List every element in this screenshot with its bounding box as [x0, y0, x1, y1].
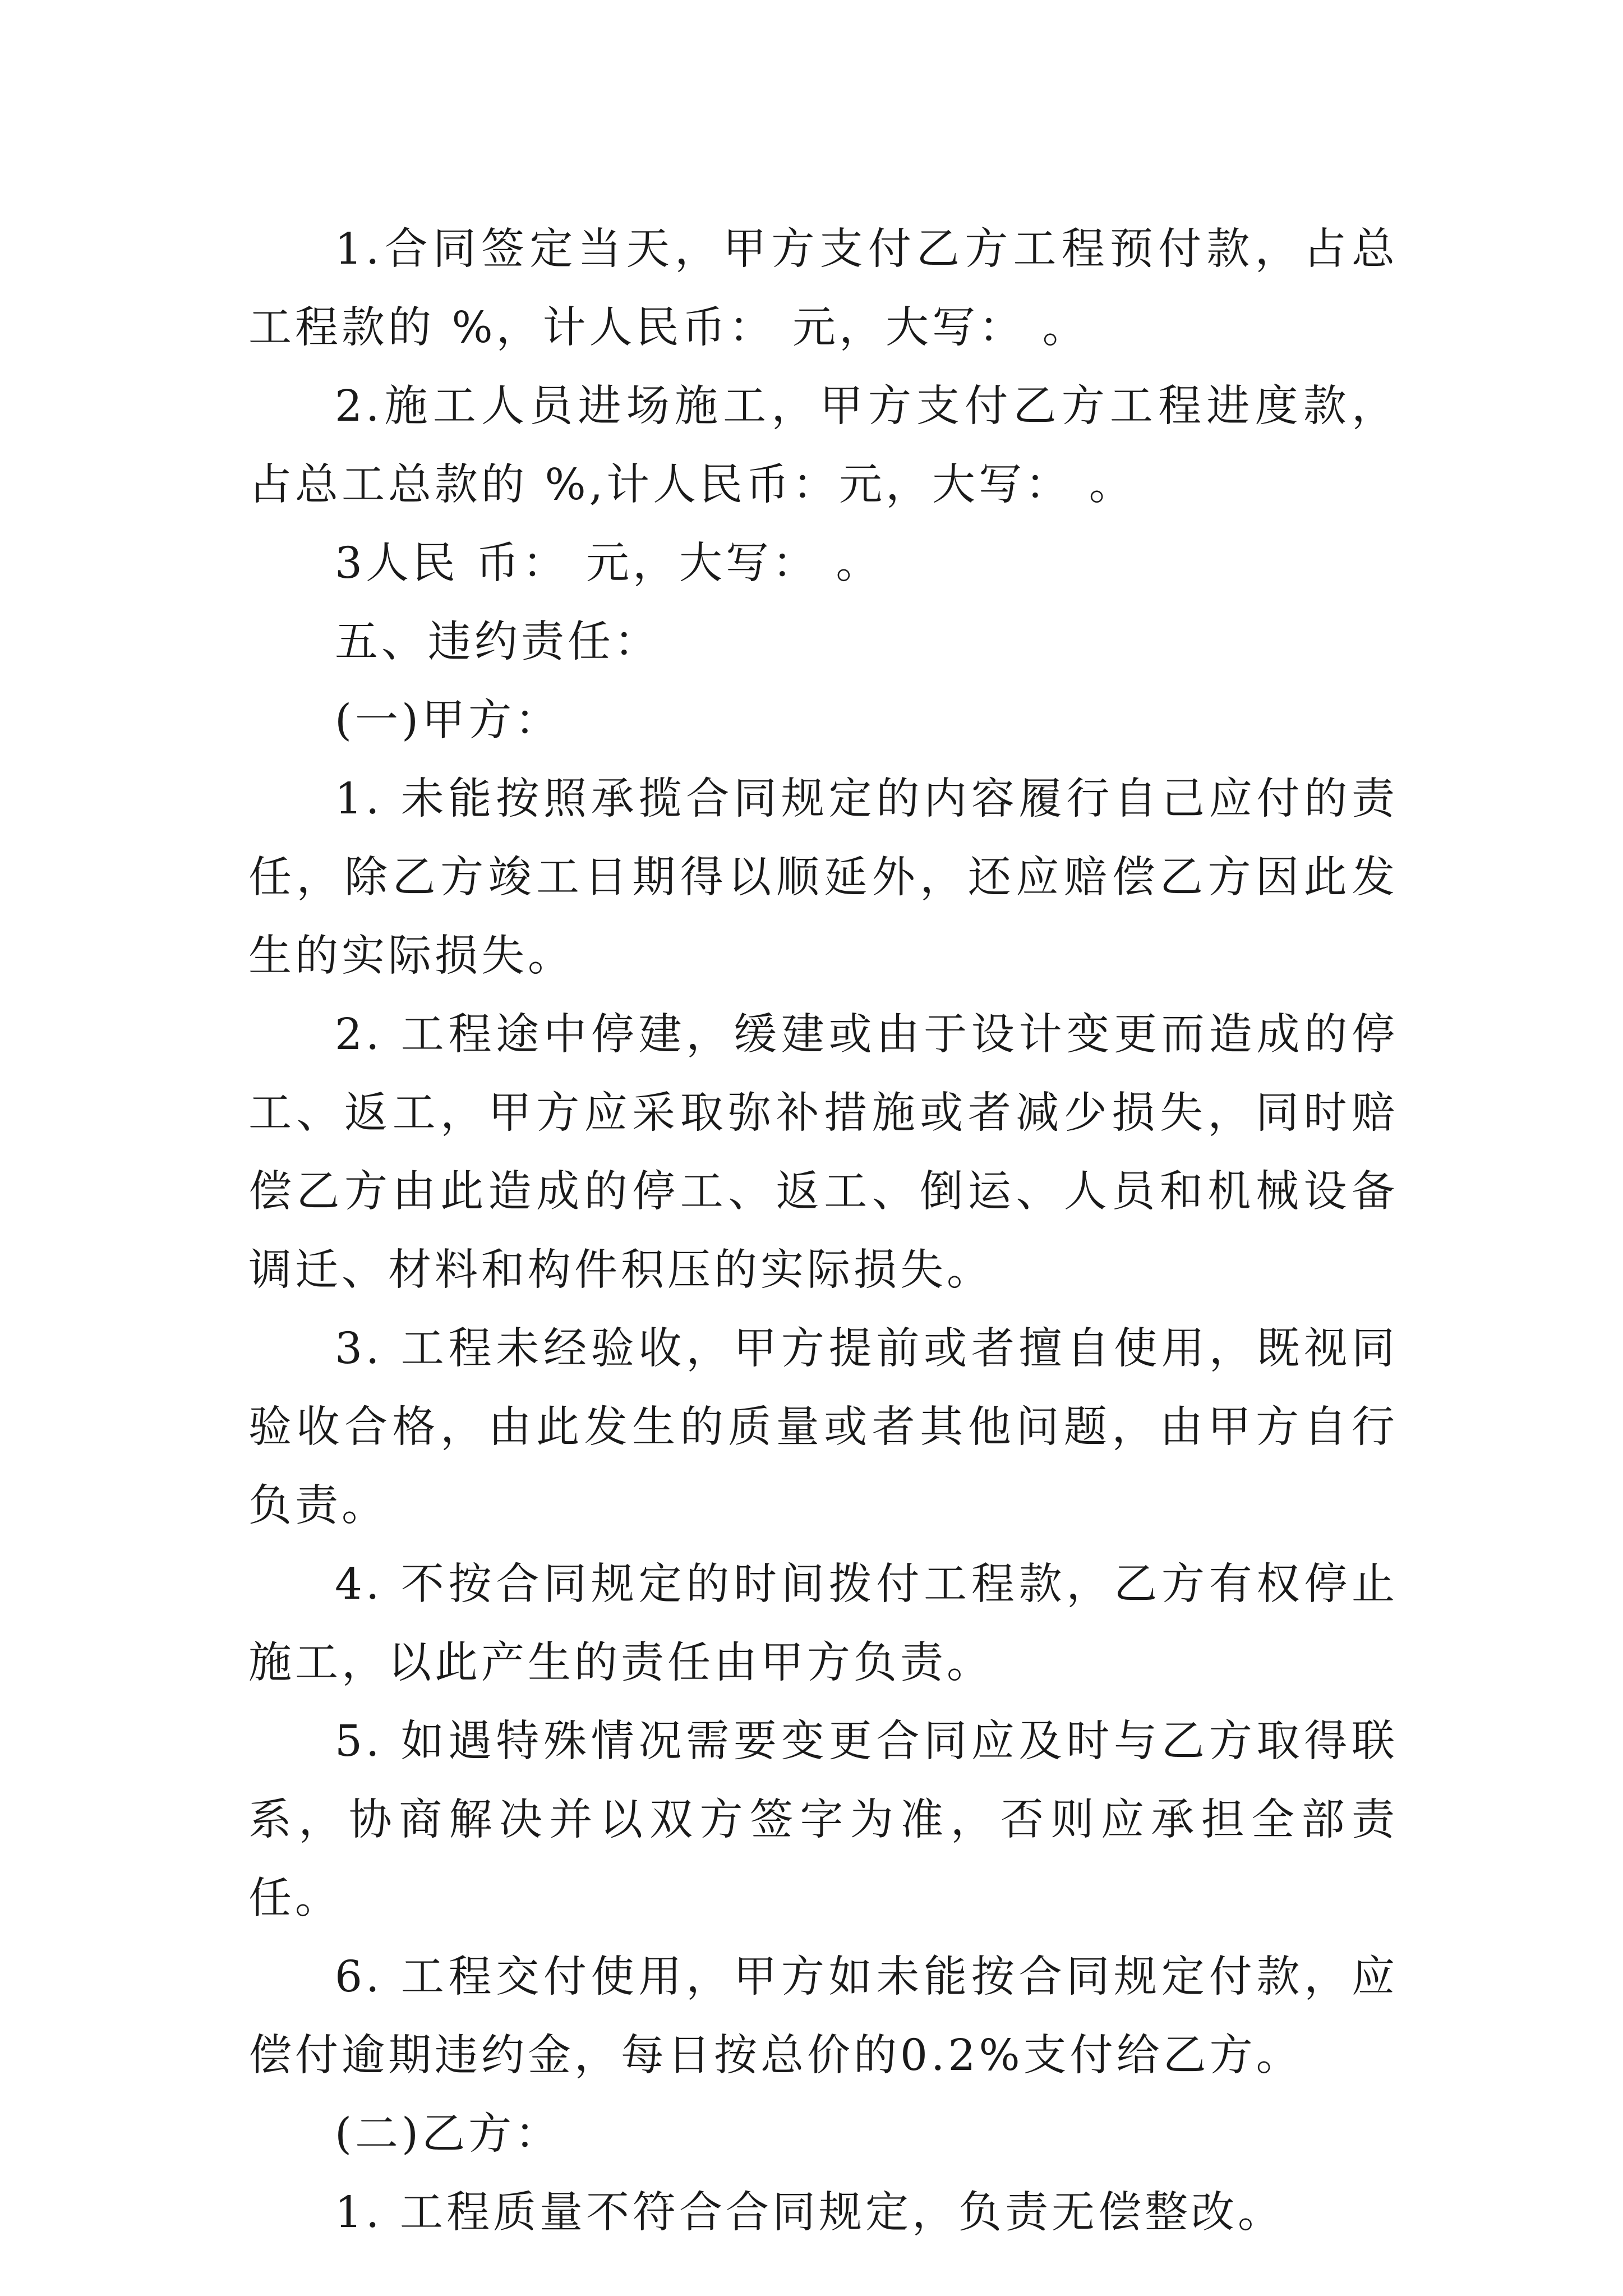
party-a-clause-4: 4. 不按合同规定的时间拨付工程款，乙方有权停止施工，以此产生的责任由甲方负责。 — [248, 1559, 1398, 1688]
subsection-heading-party-b: (二)乙方： — [335, 2109, 562, 2159]
paragraph-progress-payment: 2.施工人员进场施工，甲方支付乙方工程进度款，占总工总款的 %,计人民币：元，大写： 。 — [248, 381, 1398, 510]
section-heading-liability: 五、违约责任： — [335, 617, 661, 667]
document-body — [248, 210, 1398, 2252]
subsection-heading-party-a: (一)甲方： — [335, 696, 562, 746]
paragraph-rmb-amount: 3人民 币： 元，大写： 。 — [335, 539, 883, 588]
party-b-clause-1: 1. 工程质量不符合合同规定，负责无偿整改。 — [335, 2188, 1284, 2238]
party-a-clause-1: 1. 未能按照承揽合同规定的内容履行自己应付的责任，除乙方竣工日期得以顺延外，还应赔偿乙方因此发生的实际损失。 — [248, 774, 1398, 981]
party-a-clause-5: 5. 如遇特殊情况需要变更合同应及时与乙方取得联系，协商解决并以双方签字为准，否则应承担全部责任。 — [248, 1717, 1398, 1924]
party-a-clause-6: 6. 工程交付使用，甲方如未能按合同规定付款，应偿付逾期违约金，每日按总价的0.2%支付给乙方。 — [248, 1952, 1398, 2081]
party-a-clause-3: 3. 工程未经验收，甲方提前或者擅自使用，既视同验收合格，由此发生的质量或者其他问题，由甲方自行负责。 — [248, 1324, 1398, 1531]
party-a-clause-2: 2. 工程途中停建，缓建或由于设计变更而造成的停工、返工，甲方应采取弥补措施或者减少损失，同时赔偿乙方由此造成的停工、返工、倒运、人员和机械设备调迁、材料和构件积压的实际损失。 — [248, 1010, 1398, 1295]
paragraph-advance-payment: 1.合同签定当天，甲方支付乙方工程预付款，占总工程款的 %，计人民币： 元，大写： 。 — [248, 224, 1398, 353]
